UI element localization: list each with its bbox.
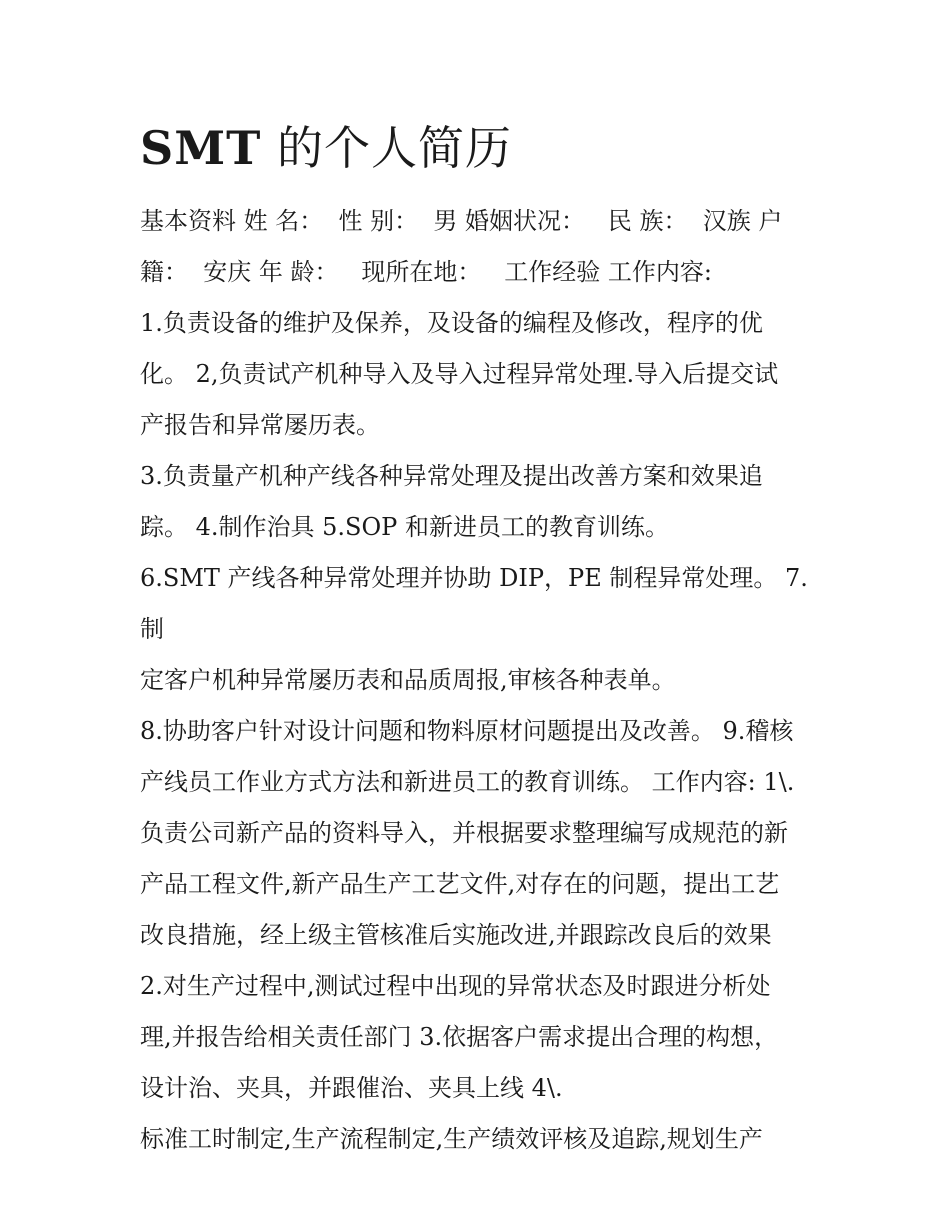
text-line-16: 理,并报告给相关责任部门 3.依据客户需求提出合理的构想， (140, 1023, 779, 1051)
text-line-13: 产品工程文件,新产品生产工艺文件,对存在的问题，提出工艺 (140, 870, 780, 898)
text-line-5: 产报告和异常屡历表。 (140, 411, 380, 439)
text-line-9: 定客户机种异常屡历表和品质周报,审核各种表单。 (140, 666, 676, 694)
text-line-14: 改良措施，经上级主管核准后实施改进,并跟踪改良后的效果 (140, 921, 772, 949)
text-line-12: 负责公司新产品的资料导入，并根据要求整理编写成规范的新 (140, 819, 788, 847)
text-line-10: 8.协助客户针对设计问题和物料原材问题提出及改善。 9.稽核 (140, 717, 794, 745)
text-line-3: 1.负责设备的维护及保养，及设备的编程及修改，程序的优 (140, 309, 763, 337)
resume-page (140, 112, 820, 1165)
text-line-1: 基本资料 姓 名： 性 别： 男 婚姻状况： 民 族： 汉族 户 (140, 207, 783, 235)
page-title (140, 112, 820, 184)
text-line-18: 标准工时制定,生产流程制定,生产绩效评核及追踪,规划生产 (140, 1125, 763, 1153)
text-line-8: 6.SMT 产线各种异常处理并协助 DIP，PE 制程异常处理。 7.制 (140, 564, 808, 643)
text-line-7: 踪。 4.制作治具 5.SOP 和新进员工的教育训练。 (140, 513, 669, 541)
title-latin: SMT (140, 121, 262, 175)
text-line-17: 设计治、夹具，并跟催治、夹具上线 4\. (140, 1074, 563, 1102)
text-line-6: 3.负责量产机种产线各种异常处理及提出改善方案和效果追 (140, 462, 763, 490)
text-line-15: 2.对生产过程中,测试过程中出现的异常状态及时跟进分析处 (140, 972, 771, 1000)
text-line-11: 产线员工作业方式方法和新进员工的教育训练。 工作内容: 1\. (140, 768, 795, 796)
text-line-4: 化。 2,负责试产机种导入及导入过程异常处理.导入后提交试 (140, 360, 779, 388)
title-cjk: 的个人简历 (261, 121, 512, 175)
text-line-2: 籍： 安庆 年 龄： 现所在地： 工作经验 工作内容: (140, 258, 713, 286)
